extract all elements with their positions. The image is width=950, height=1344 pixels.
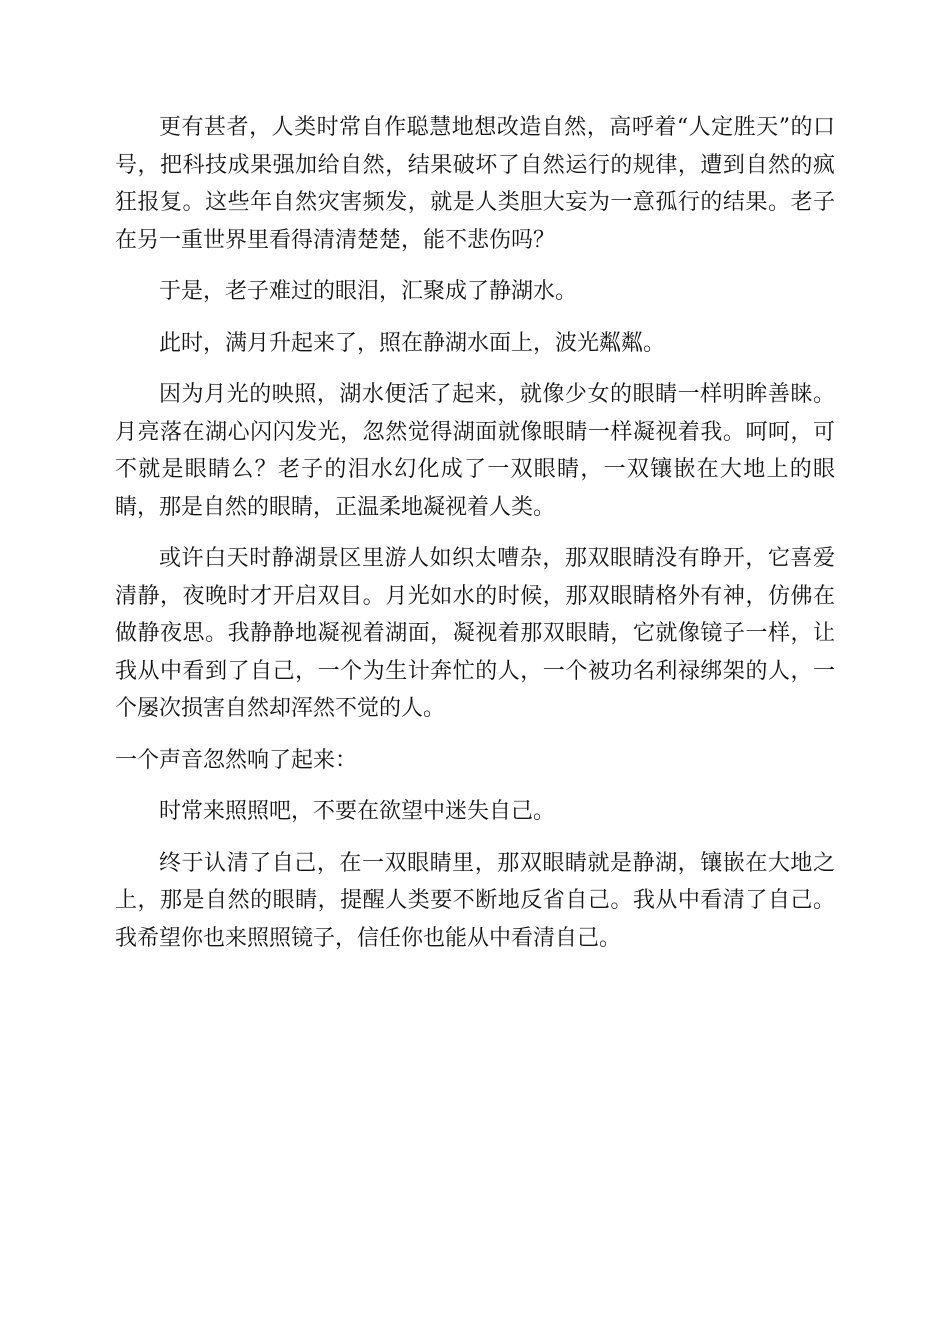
paragraph-3: 此时，满月升起来了，照在静湖水面上，波光粼粼。 [159,330,666,356]
paragraph-7: 时常来照照吧，不要在欲望中迷失自己。 [159,799,556,824]
paragraph-8: 终于认清了自己，在一双眼睛里，那双眼睛就是静湖，镶嵌在大地之上，那是自然的眼睛，提醒人类要不断地反省自己。我从中看清了自己。我希望你也来照照镜子，信任你也能从中看清自己。 [115,850,835,951]
paragraph-5: 或许白天时静湖景区里游人如织太嘈杂，那双眼睛没有睁开，它喜爱清静，夜晚时才开启双目。月光如水的时候，那双眼睛格外有神，仿佛在做静夜思。我静静地凝视着湖面，凝视着那双眼睛，它就像镜子一样，让我从中看到了自己，一个为生计奔忙的人，一个被功名利禄绑架的人，一个屡次损害自然却浑然不觉的人。 [115,546,835,721]
paragraph-4: 因为月光的映照，湖水便活了起来，就像少女的眼睛一样明眸善睐。月亮落在湖心闪闪发光，忽然觉得湖面就像眼睛一样凝视着我。呵呵，可不就是眼睛么？老子的泪水幻化成了一双眼睛，一双镶嵌在大地上的眼睛，那是自然的眼睛，正温柔地凝视着人类。 [115,382,835,520]
document-body [115,109,835,957]
paragraph-2: 于是，老子难过的眼泪，汇聚成了静湖水。 [159,279,578,304]
paragraph-6: 一个声音忽然响了起来： [115,747,358,773]
paragraph-1: 更有甚者，人类时常自作聪慧地想改造自然，高呼着“人定胜天”的口号，把科技成果强加给自然，结果破坏了自然运行的规律，遭到自然的疯狂报复。这些年自然灾害频发，就是人类胆大妄为一意孤行的结果。老子在另一重世界里看得清清楚楚，能不悲伤吗？ [115,115,835,253]
